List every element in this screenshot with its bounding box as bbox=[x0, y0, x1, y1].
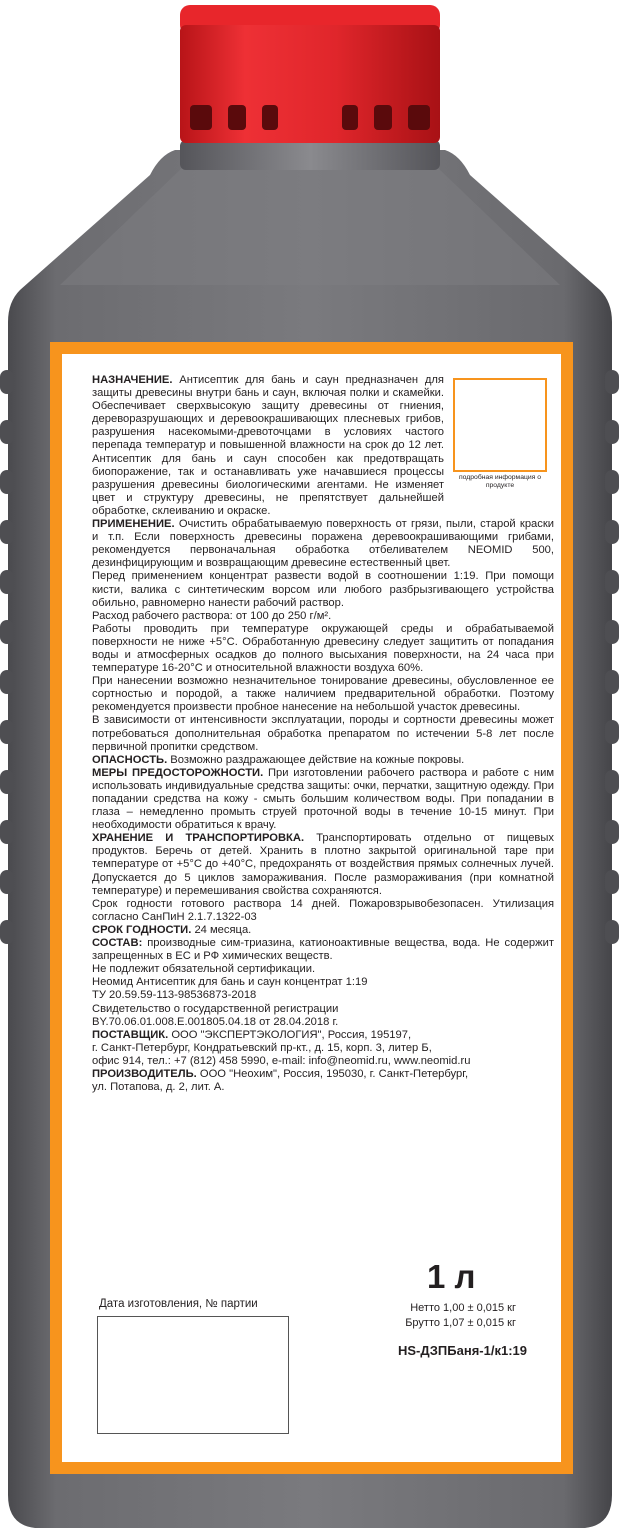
registration-line: Свидетельство о государственной регистрации bbox=[92, 1002, 339, 1015]
storage-section bbox=[92, 832, 554, 897]
manufacturer-line: ООО "Неохим", Россия, 195030, г. Санкт-Петербург, bbox=[199, 1067, 469, 1080]
supplier-line: ООО "ЭКСПЕРТЭКОЛОГИЯ", Россия, 195197, bbox=[171, 1028, 412, 1041]
composition-section bbox=[92, 937, 554, 963]
usage-title: ПРИМЕНЕНИЕ. bbox=[92, 518, 175, 531]
usage-paragraph: Перед применением концентрат развести водой в соотношении 1:19. При помощи кисти, валика с синтетическим ворсом или любого разбрызгивающего устройства обильно, равномерно нанести рабочий раствор. bbox=[92, 570, 554, 609]
composition-title: СОСТАВ: bbox=[92, 937, 143, 950]
shelf-title: СРОК ГОДНОСТИ. bbox=[92, 923, 192, 936]
composition-text: производные сим-триазина, катионоактивные вещества, вода. Не содержит запрещенных в ЕС и РФ химических веществ. bbox=[92, 937, 554, 963]
supplier-address: г. Санкт-Петербург, Кондратьевский пр-кт., д. 15, корп. 3, литер Б, bbox=[92, 1041, 432, 1054]
product-label bbox=[50, 342, 573, 1474]
usage-paragraph: При нанесении возможно незначительное тонирование древесины, обусловленное ее сортностью и породой, а также наличием предварительной обработки. Поэтому рекомендуется произвести пробное нанесение на небольшой участок древесины. bbox=[92, 675, 554, 714]
usage-text: Очистить обрабатываемую поверхность от грязи, пыли, старой краски и т.п. Если поверхность древесины поражена деревоокрашивающими грибами, рекомендуется первоначальная обработка отбеливателем NEOMID 500, дезинфицирующим и возвращающим древесине естественный цвет. bbox=[92, 518, 554, 570]
date-caption: Дата изготовления, № партии bbox=[99, 1298, 258, 1310]
label-text bbox=[92, 374, 554, 1094]
product-code: HS-ДЗПБаня-1/к1:19 bbox=[397, 1343, 527, 1358]
storage-text: Транспортировать отдельно от пищевых продуктов. Беречь от детей. Хранить в плотно закрытой оригинальной таре при температуре от +5°С до +40°С, предохранять от воздействия прямых солнечных лучей. Допускается до 5 циклов замораживания. После размораживания (при комнатной температуре) и перемешивания свойства сохраняются. bbox=[92, 832, 555, 897]
usage-paragraph: Работы проводить при температуре окружающей среды и обрабатываемой поверхности не ниже +5°С. Обработанную древесину следует защитить от попадания воды и атмосферных осадков до полного высыхания поверхности, на 24 часа при температуре 16-20°С и относительной влажности воздуха 60%. bbox=[92, 622, 554, 675]
red-cap bbox=[180, 5, 440, 143]
storage-paragraph: Срок годности готового раствора 14 дней. Пожаровзрывобезопасен. Утилизация согласно СанПиН 2.1.7.1322-03 bbox=[92, 897, 554, 923]
qr-caption: подробная информация о продукте bbox=[458, 474, 542, 489]
purpose-section bbox=[92, 374, 444, 518]
storage-title: ХРАНЕНИЕ И ТРАНСПОРТИРОВКА. bbox=[92, 832, 305, 845]
shelf-text: 24 месяца. bbox=[194, 923, 252, 936]
volume: 1 л bbox=[427, 1258, 476, 1295]
safety-text: При изготовлении рабочего раствора и работе с ним использовать индивидуальные средства защиты: очки, перчатки, защитную одежду. При попадании средства на кожу - смыть большим количеством воды. При попадании в глаза – немедленно промыть струей проточной воды в течение 10-15 минут. При необходимости обратиться к врачу. bbox=[92, 766, 555, 832]
purpose-title: НАЗНАЧЕНИЕ. bbox=[92, 374, 173, 386]
supplier-contacts: офис 914, тел.: +7 (812) 458 5990, e-mail: info@neomid.ru, www.neomid.ru bbox=[92, 1054, 471, 1067]
danger-section bbox=[92, 754, 554, 767]
shelf-life-section bbox=[92, 924, 554, 937]
danger-text: Возможно раздражающее действие на кожные покровы. bbox=[170, 753, 465, 766]
usage-section bbox=[92, 518, 554, 570]
safety-section bbox=[92, 767, 554, 832]
registration-number: BY.70.06.01.008.Е.001805.04.18 от 28.04.2018 г. bbox=[92, 1015, 339, 1028]
purpose-text: Антисептик для бань и саун предназначен для защиты древесины внутри бань и саун, включая полки и скамейки. Обеспечивает сверхвысокую защиту древесины от гниения, дереворазрушающих и деревоокрашивающих плесневых грибов, разрушения насекомыми-древоточцами в условиях частого перепада температур и повышенной влажности на срок до 12 лет. Антисептик для бань и саун способен как предотвращать биопоражение, так и останавливать уже начавшиеся процессы разрушения древесины биологическими агентами. Не изменяет цвет и структуру древесины, не препятствует дальнейшей обработке, склеиванию и окраске. bbox=[92, 374, 444, 517]
supplier-section bbox=[92, 1029, 554, 1042]
bottle-shoulder bbox=[60, 165, 560, 285]
usage-paragraph: В зависимости от интенсивности эксплуатации, породы и сортности древесины может потребоваться дополнительная обработка препаратом по истечении 5-8 лет после первичной пропитки средством. bbox=[92, 714, 554, 753]
manufacturer-title: ПРОИЗВОДИТЕЛЬ. bbox=[92, 1067, 197, 1080]
gross-weight: Брутто 1,07 ± 0,015 кг bbox=[405, 1317, 516, 1329]
net-weight: Нетто 1,00 ± 0,015 кг bbox=[410, 1302, 516, 1314]
date-batch-box bbox=[97, 1316, 289, 1434]
certification-line: Не подлежит обязательной сертификации. bbox=[92, 963, 316, 976]
bottle-neck bbox=[180, 140, 440, 170]
manufacturer-section bbox=[92, 1068, 554, 1081]
product-name-line: Неомид Антисептик для бань и саун концентрат 1:19 bbox=[92, 976, 368, 989]
danger-title: ОПАСНОСТЬ. bbox=[92, 753, 168, 766]
supplier-title: ПОСТАВЩИК. bbox=[92, 1028, 169, 1041]
manufacturer-address: ул. Потапова, д. 2, лит. А. bbox=[92, 1081, 225, 1094]
safety-title: МЕРЫ ПРЕДОСТОРОЖНОСТИ. bbox=[92, 766, 264, 779]
tu-line: ТУ 20.59.59-113-98536873-2018 bbox=[92, 989, 257, 1002]
usage-paragraph: Расход рабочего раствора: от 100 до 250 г/м². bbox=[92, 609, 332, 622]
